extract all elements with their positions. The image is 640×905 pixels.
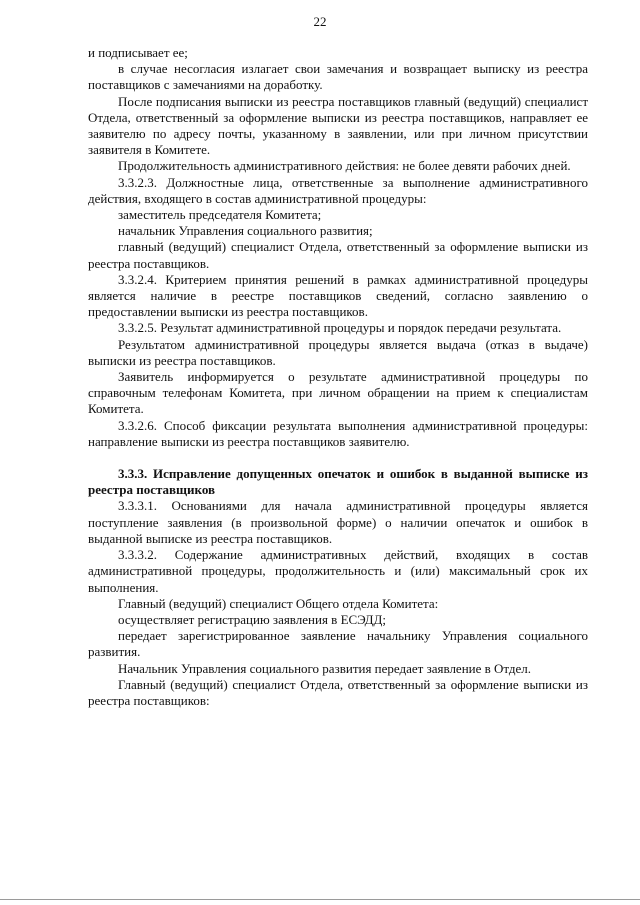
section-heading: 3.3.3. Исправление допущенных опечаток и ошибок в выданной выписке из реестра поставщиков — [88, 466, 588, 498]
paragraph: Главный (ведущий) специалист Общего отдела Комитета: — [118, 595, 439, 611]
paragraph: 3.3.3.2. Содержание административных действий, входящих в состав административной процедуры, продолжительность и (или) максимальный срок их выполнения. — [88, 547, 588, 595]
paragraph: 3.3.2.5. Результат административной процедуры и порядок передачи результата. — [118, 320, 562, 336]
paragraph: После подписания выписки из реестра поставщиков главный (ведущий) специалист Отдела, ответственный за оформление выписки из реестра поставщиков, направляет ее заявителю по адресу почты, указанному в заявлении, или при личном присутствии заявителя в Комитете. — [88, 93, 588, 158]
paragraph: 3.3.2.4. Критерием принятия решений в рамках административной процедуры является наличие в реестре поставщиков сведений, согласно заявлению о предоставлении выписки из реестра поставщиков. — [88, 271, 588, 320]
paragraph: начальник Управления социального развития; — [118, 223, 373, 239]
paragraph: Результатом административной процедуры является выдача (отказ в выдаче) выписки из реестра поставщиков. — [88, 336, 588, 368]
paragraph: Продолжительность административного действия: не более девяти рабочих дней. — [118, 158, 571, 174]
paragraph: и подписывает ее; — [88, 45, 188, 60]
paragraph: Начальник Управления социального развития передает заявление в Отдел. — [118, 660, 532, 676]
paragraph: осуществляет регистрацию заявления в ЕСЭДД; — [118, 611, 387, 627]
paragraph: Главный (ведущий) специалист Отдела, ответственный за оформление выписки из реестра поставщиков: — [88, 676, 588, 708]
paragraph: 3.3.3.1. Основаниями для начала административной процедуры является поступление заявления (в произвольной форме) о наличии опечаток и ошибок в выданной выписке из реестра поставщиков. — [88, 498, 588, 546]
paragraph: главный (ведущий) специалист Отдела, ответственный за оформление выписки из реестра поставщиков. — [88, 239, 588, 271]
paragraph: 3.3.2.3. Должностные лица, ответственные за выполнение административного действия, входящего в состав административной процедуры: — [88, 174, 588, 206]
document-body — [88, 45, 588, 709]
paragraph: 3.3.2.6. Способ фиксации результата выполнения административной процедуры: направление выписки из реестра поставщиков заявителю. — [88, 417, 588, 449]
page-number: 22 — [313, 14, 327, 29]
paragraph: передает зарегистрированное заявление начальнику Управления социального развития. — [88, 628, 588, 660]
paragraph: в случае несогласия излагает свои замечания и возвращает выписку из реестра поставщиков с замечаниями на доработку. — [88, 61, 588, 93]
paragraph: заместитель председателя Комитета; — [118, 207, 322, 223]
page-bottom-border — [0, 899, 640, 900]
paragraph: Заявитель информируется о результате административной процедуры по справочным телефонам Комитета, при личном обращении на прием к специалистам Комитета. — [88, 369, 588, 417]
